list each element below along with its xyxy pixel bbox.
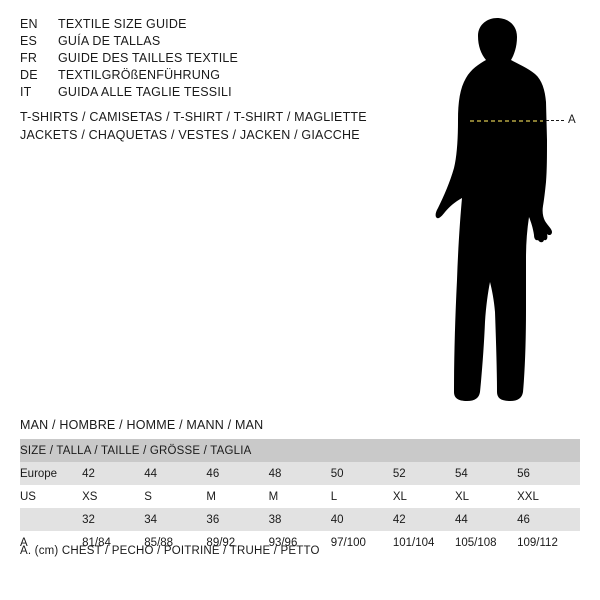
language-list	[20, 17, 400, 102]
cell-value: 109/112	[517, 531, 580, 554]
cell-value: 52	[393, 462, 455, 485]
table-header-row	[20, 439, 580, 462]
footnote: A. (cm) CHEST / PECHO / POITRINE / TRUHE / PETTO	[20, 545, 320, 557]
cell-value: 46	[206, 462, 268, 485]
language-text: GUIDA ALLE TAGLIE TESSILI	[58, 85, 232, 99]
cell-value: 89/92	[206, 531, 268, 554]
cell-value: 36	[206, 508, 268, 531]
cell-value: 54	[455, 462, 517, 485]
chest-measure-line	[400, 10, 600, 410]
cell-value: XL	[455, 485, 517, 508]
table-title: MAN / HOMBRE / HOMME / MANN / MAN	[20, 418, 264, 432]
category-list	[20, 110, 420, 146]
cell-value: 101/104	[393, 531, 455, 554]
cell-value: 42	[82, 462, 144, 485]
size-table	[20, 439, 580, 554]
cell-value: 48	[269, 462, 331, 485]
row-label: Europe	[20, 462, 82, 485]
cell-value: XXL	[517, 485, 580, 508]
language-row	[20, 34, 400, 51]
cell-value: 93/96	[269, 531, 331, 554]
cell-value: XS	[82, 485, 144, 508]
cell-value: 38	[269, 508, 331, 531]
cell-value: 46	[517, 508, 580, 531]
callout-label-a: A	[568, 114, 576, 126]
language-row	[20, 85, 400, 102]
language-row	[20, 68, 400, 85]
language-text: TEXTILGRÖßENFÜHRUNG	[58, 68, 221, 82]
language-code: FR	[20, 51, 38, 65]
language-text: TEXTILE SIZE GUIDE	[58, 17, 187, 31]
row-label: A	[20, 531, 82, 554]
language-text: GUIDE DES TAILLES TEXTILE	[58, 51, 239, 65]
male-silhouette-figure	[400, 10, 600, 410]
table-header-label: SIZE / TALLA / TAILLE / GRÖSSE / TAGLIA	[20, 439, 580, 462]
row-label	[20, 508, 82, 531]
cell-value: 44	[455, 508, 517, 531]
cell-value: 42	[393, 508, 455, 531]
cell-value: 50	[331, 462, 393, 485]
cell-value: S	[144, 485, 206, 508]
cell-value: M	[206, 485, 268, 508]
cell-value: 40	[331, 508, 393, 531]
category-tshirts: T-SHIRTS / CAMISETAS / T-SHIRT / T-SHIRT / MAGLIETTE	[20, 110, 367, 124]
language-code: DE	[20, 68, 38, 82]
category-jackets: JACKETS / CHAQUETAS / VESTES / JACKEN / GIACCHE	[20, 128, 360, 142]
cell-value: XL	[393, 485, 455, 508]
table-row	[20, 508, 580, 531]
cell-value: 34	[144, 508, 206, 531]
language-code: IT	[20, 85, 32, 99]
table-row	[20, 485, 580, 508]
cell-value: 81/84	[82, 531, 144, 554]
table-row	[20, 462, 580, 485]
row-label: US	[20, 485, 82, 508]
cell-value: L	[331, 485, 393, 508]
cell-value: 44	[144, 462, 206, 485]
size-table-section	[20, 418, 580, 554]
language-code: ES	[20, 34, 38, 48]
cell-value: M	[269, 485, 331, 508]
cell-value: 97/100	[331, 531, 393, 554]
cell-value: 85/88	[144, 531, 206, 554]
language-code: EN	[20, 17, 38, 31]
language-row	[20, 17, 400, 34]
language-row	[20, 51, 400, 68]
cell-value: 56	[517, 462, 580, 485]
language-text: GUÍA DE TALLAS	[58, 34, 161, 48]
cell-value: 105/108	[455, 531, 517, 554]
cell-value: 32	[82, 508, 144, 531]
